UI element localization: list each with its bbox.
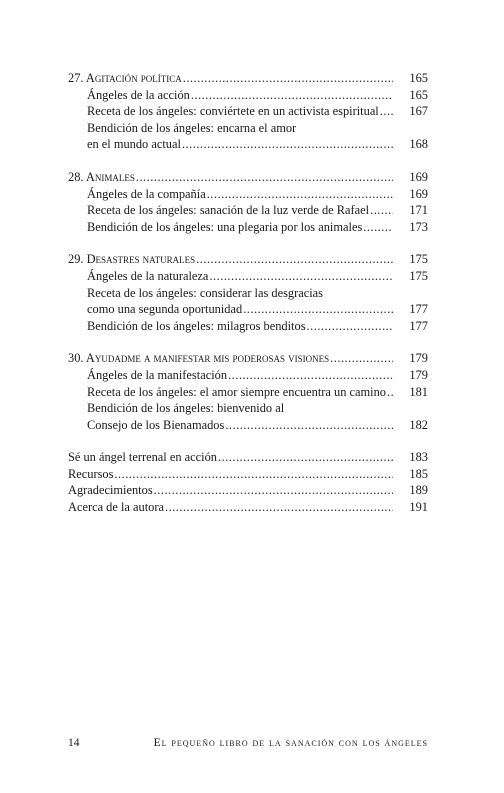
toc-page-number: 175 <box>409 252 428 267</box>
toc-entry-title: Acerca de la autora <box>68 500 164 515</box>
dot-leader <box>225 417 393 434</box>
dot-leader <box>228 367 393 384</box>
dot-leader <box>387 384 393 401</box>
toc-subentry <box>68 384 428 401</box>
dot-leader <box>209 268 393 285</box>
toc-entry-title: Consejo de los Bienamados <box>87 417 225 432</box>
toc-subentry <box>68 120 428 153</box>
toc-page-number: 185 <box>409 466 428 481</box>
toc-subentry <box>68 219 428 236</box>
toc-page-number: 169 <box>409 169 428 184</box>
dot-leader <box>370 202 393 219</box>
toc-chapter-entry <box>68 251 428 268</box>
toc-subentry <box>68 103 428 120</box>
dot-leader <box>196 251 393 268</box>
toc-subentry <box>68 318 428 335</box>
toc-entry-title: Recursos <box>68 466 114 481</box>
toc-entry-title: Bendición de los ángeles: milagros benditos <box>87 318 306 333</box>
toc-entry-title: en el mundo actual <box>87 137 181 152</box>
toc-chapter-entry <box>68 499 428 516</box>
dot-leader <box>114 466 393 483</box>
page-number: 14 <box>68 737 80 749</box>
toc-chapter-entry <box>68 169 428 186</box>
dot-leader <box>243 301 393 318</box>
toc-page-number: 179 <box>409 367 428 382</box>
toc-entry-title: 27. Agitación política <box>68 71 182 85</box>
toc-page-number: 181 <box>409 384 428 399</box>
toc-page-number: 175 <box>409 268 428 283</box>
toc-entry-title: Sé un ángel terrenal en acción <box>68 450 217 465</box>
toc-page-number: 182 <box>409 417 428 432</box>
toc-page-number: 189 <box>409 483 428 498</box>
toc-page-number: 183 <box>409 450 428 465</box>
toc-entry-title: 30. Ayudadme a manifestar mis poderosas visiones <box>68 351 330 366</box>
toc-entry-title: Ángeles de la manifestación <box>87 367 228 382</box>
toc-chapter-entry <box>68 482 428 499</box>
toc-entry-title: Bendición de los ángeles: una plegaria por los animales <box>87 219 363 234</box>
toc-page-number: 165 <box>409 71 428 85</box>
dot-leader <box>307 318 393 335</box>
toc-subentry <box>68 87 428 104</box>
running-title: El pequeño libro de la sanación con los ángeles <box>153 737 428 749</box>
toc-subentry <box>68 400 428 433</box>
toc-entry-title: como una segunda oportunidad <box>87 302 243 317</box>
toc-entry-title: Bendición de los ángeles: bienvenido al <box>87 401 285 416</box>
toc-page-number: 177 <box>409 302 428 317</box>
toc-chapter-entry <box>68 350 428 367</box>
toc-entry-title: Ángeles de la acción <box>87 87 190 102</box>
toc-subentry <box>68 186 428 203</box>
dot-leader <box>154 482 393 499</box>
toc-page-number: 179 <box>409 351 428 366</box>
dot-leader <box>183 70 393 87</box>
toc-page-number: 171 <box>409 203 428 218</box>
toc-page-number: 173 <box>409 219 428 234</box>
dot-leader <box>380 103 393 120</box>
section-gap <box>68 235 428 251</box>
section-gap <box>68 433 428 449</box>
toc-entry-title: 29. Desastres naturales <box>68 252 196 267</box>
dot-leader <box>136 169 393 186</box>
toc-chapter-entry <box>68 449 428 466</box>
dot-leader <box>218 449 393 466</box>
dot-leader <box>165 499 393 516</box>
toc-entry-title: Receta de los ángeles: el amor siempre encuentra un camino <box>87 384 386 399</box>
toc-entry-title: Ángeles de la naturaleza <box>87 268 209 283</box>
section-gap <box>68 334 428 350</box>
toc-entry-title: Agradecimientos <box>68 483 153 498</box>
toc-entry-title: Receta de los ángeles: conviértete en un activista espiritual <box>87 104 379 119</box>
dot-leader <box>363 219 393 236</box>
toc-entry-title: Receta de los ángeles: considerar las desgracias <box>87 285 324 300</box>
toc-page-number: 177 <box>409 318 428 333</box>
dot-leader <box>207 186 393 203</box>
toc-page-number: 168 <box>409 137 428 152</box>
dot-leader <box>182 136 393 153</box>
toc-subentry <box>68 268 428 285</box>
toc-subentry <box>68 202 428 219</box>
toc-page-number: 167 <box>409 104 428 119</box>
toc-entry-title: 28. Animales <box>68 169 135 184</box>
toc-page-number: 191 <box>409 500 428 515</box>
toc-chapter-entry <box>68 466 428 483</box>
page-footer <box>68 737 428 749</box>
toc-chapter-entry <box>68 70 428 87</box>
toc-entry-title: Bendición de los ángeles: encarna el amor <box>87 120 297 135</box>
toc-subentry <box>68 285 428 318</box>
toc-entry-title: Ángeles de la compañía <box>87 186 206 201</box>
dot-leader <box>330 350 393 367</box>
toc-entry-title: Receta de los ángeles: sanación de la luz verde de Rafael <box>87 203 370 218</box>
table-of-contents <box>68 70 428 516</box>
toc-page-number: 165 <box>409 87 428 102</box>
toc-subentry <box>68 367 428 384</box>
toc-page-number: 169 <box>409 186 428 201</box>
dot-leader <box>191 87 393 104</box>
section-gap <box>68 153 428 169</box>
